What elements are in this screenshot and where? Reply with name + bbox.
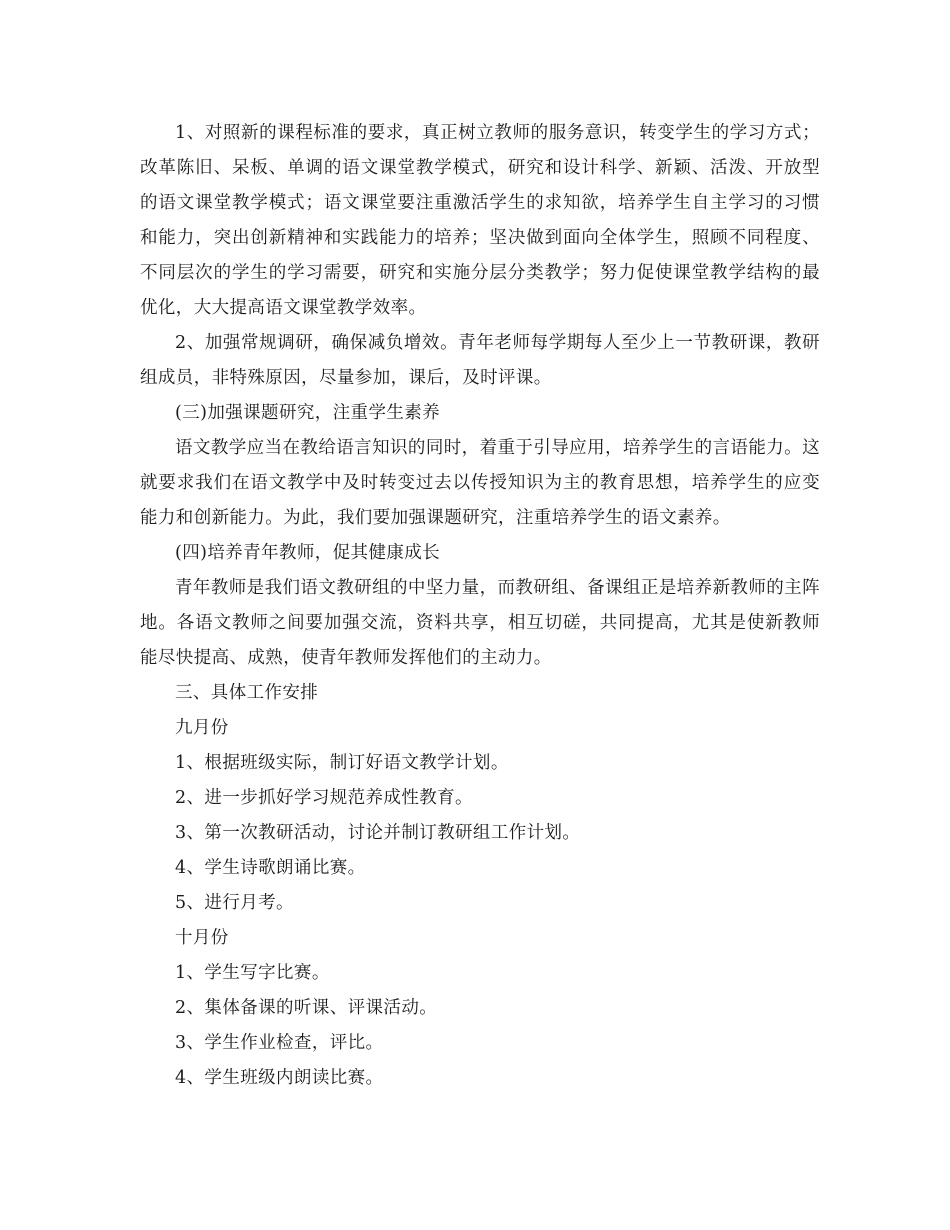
section-heading-work-schedule: 三、具体工作安排 xyxy=(175,683,319,703)
paragraph-young-teachers: 青年教师是我们语文教研组的中坚力量，而教研组、备课组正是培养新教师的主阵地。各语文教师之间要加强交流，资料共享，相互切磋，共同提高，尤其是使新教师能尽快提高、成熟，使青年教师发挥他们的主动力。 xyxy=(140,578,820,668)
list-item: 4、学生班级内朗读比赛。 xyxy=(175,1068,384,1088)
list-item: 3、学生作业检查，评比。 xyxy=(175,1033,384,1053)
list-item: 3、第一次教研活动，讨论并制订教研组工作计划。 xyxy=(175,823,581,843)
list-item: 1、根据班级实际，制订好语文教学计划。 xyxy=(175,753,509,773)
paragraph-topic-research: 语文教学应当在教给语言知识的同时，着重于引导应用，培养学生的言语能力。这就要求我们在语文教学中及时转变过去以传授知识为主的教育思想，培养学生的应变能力和创新能力。为此，我们要加强课题研究，注重培养学生的语文素养。 xyxy=(140,438,820,528)
section-heading-young-teachers: (四)培养青年教师，促其健康成长 xyxy=(175,543,441,563)
list-item: 2、进一步抓好学习规范养成性教育。 xyxy=(175,788,473,808)
paragraph-classroom-reform: 1、对照新的课程标准的要求，真正树立教师的服务意识，转变学生的学习方式；改革陈旧、呆板、单调的语文课堂教学模式，研究和设计科学、新颖、活泼、开放型的语文课堂教学模式；语文课堂要注重激活学生的求知欲，培养学生自主学习的习惯和能力，突出创新精神和实践能力的培养；坚决做到面向全体学生，照顾不同程度、不同层次的学生的学习需要，研究和实施分层分类教学；努力促使课堂教学结构的最优化，大大提高语文课堂教学效率。 xyxy=(140,123,820,318)
month-heading-october: 十月份 xyxy=(175,928,229,948)
paragraph-routine-research: 2、加强常规调研，确保减负增效。青年老师每学期每人至少上一节教研课，教研组成员，非特殊原因，尽量参加，课后，及时评课。 xyxy=(140,333,820,388)
list-item: 4、学生诗歌朗诵比赛。 xyxy=(175,858,366,878)
list-item: 5、进行月考。 xyxy=(175,893,294,913)
list-item: 1、学生写字比赛。 xyxy=(175,963,330,983)
document-page xyxy=(140,116,820,1096)
section-heading-topic-research: (三)加强课题研究，注重学生素养 xyxy=(175,403,441,423)
month-heading-september: 九月份 xyxy=(175,718,229,738)
list-item: 2、集体备课的听课、评课活动。 xyxy=(175,998,438,1018)
